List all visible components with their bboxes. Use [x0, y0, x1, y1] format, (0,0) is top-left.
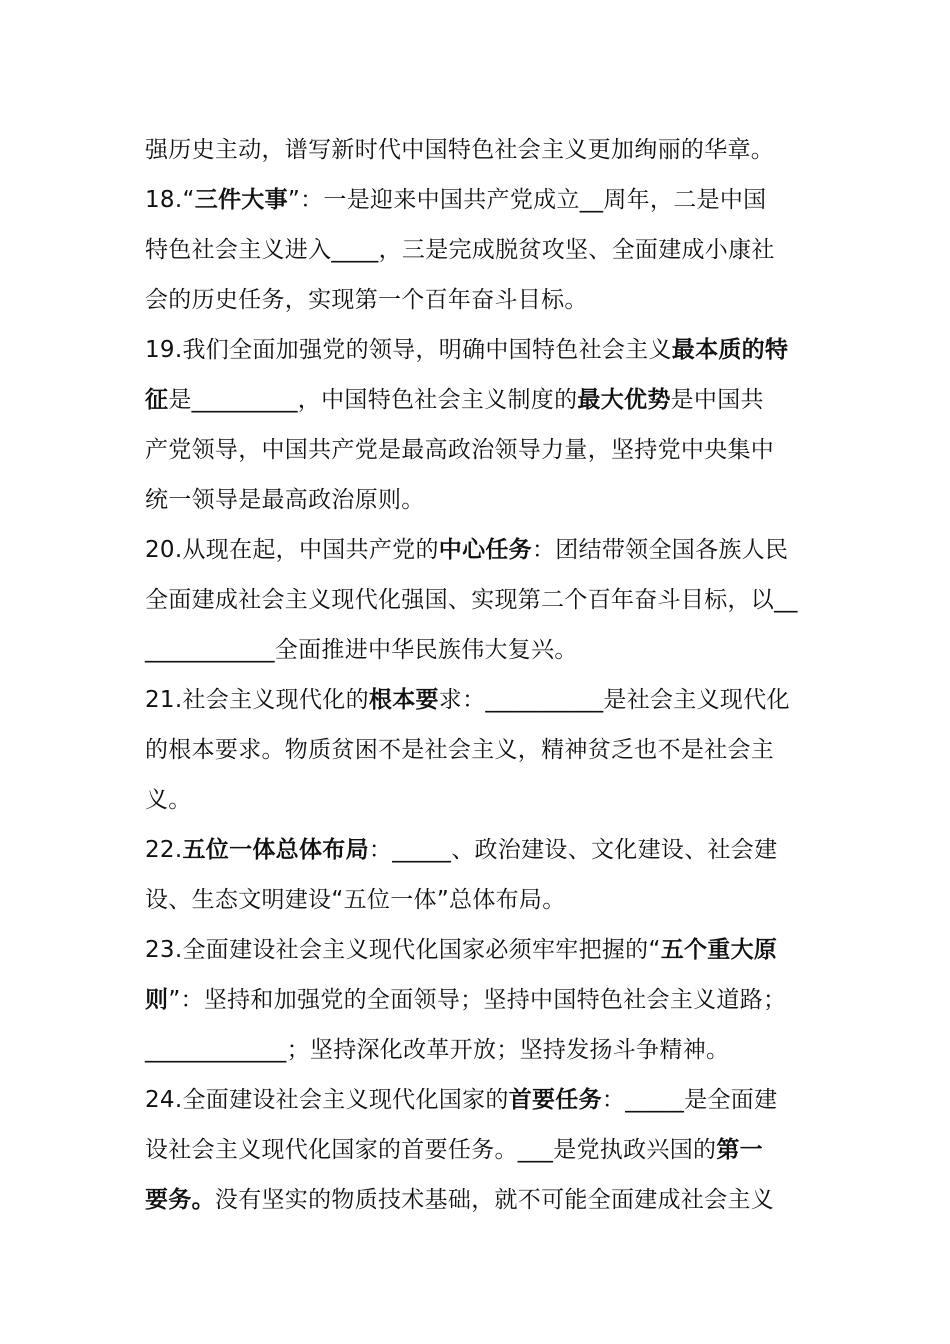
text-run: 统一领导是最高政治原则。 [145, 487, 425, 513]
text-line [145, 325, 815, 375]
text-run: 是中国共 [670, 387, 764, 413]
bold-term: 中心任务 [438, 537, 532, 563]
text-run: 18.“ [145, 187, 195, 213]
text-run: 强历史主动，谱写新时代中国特色社会主义更加绚丽的华章。 [145, 137, 775, 163]
text-line [145, 975, 815, 1025]
text-run: 20.从现在起，中国共产党的 [145, 537, 439, 563]
text-run: 设社会主义现代化国家的首要任务。___是党执政兴国的 [145, 1137, 717, 1163]
text-run: 19.我们全面加强党的领导，明确中国特色社会主义 [145, 337, 672, 363]
text-run: 22. [145, 837, 183, 863]
text-line [145, 1125, 815, 1175]
text-line [145, 525, 815, 575]
text-line [145, 725, 815, 775]
text-line [145, 225, 815, 275]
text-line [145, 1075, 815, 1125]
bold-term: 五个重大原 [660, 937, 778, 963]
text-run: 设、生态文明建设“五位一体”总体布局。 [145, 887, 566, 913]
bold-term: 根本要 [368, 687, 439, 713]
text-line [145, 1175, 815, 1225]
bold-term: 三件大事 [194, 187, 288, 213]
text-run: ：_____是全面建 [601, 1087, 778, 1113]
text-run: 是_________，中国特色社会主义制度的 [168, 387, 578, 413]
text-line [145, 125, 815, 175]
text-run: 没有坚实的物质技术基础，就不可能全面建成社会主义 [214, 1187, 775, 1213]
bold-term: 第一 [716, 1137, 763, 1163]
text-line [145, 625, 815, 675]
text-line [145, 475, 815, 525]
text-run: 的根本要求。物质贫困不是社会主义，精神贫乏也不是社会主 [145, 737, 775, 763]
text-run: ”：坚持和加强党的全面领导；坚持中国特色社会主义道路； [168, 987, 787, 1013]
text-line [145, 675, 815, 725]
text-run: 义。 [145, 787, 192, 813]
text-line [145, 925, 815, 975]
text-line [145, 425, 815, 475]
bold-term: 征 [145, 387, 169, 413]
text-run: ___________全面推进中华民族伟大复兴。 [145, 637, 578, 663]
text-run: 特色社会主义进入____，三是完成脱贫攻坚、全面建成小康社 [145, 237, 775, 263]
text-run: ____________；坚持深化改革开放；坚持发扬斗争精神。 [145, 1037, 730, 1063]
bold-term: 首要任务 [508, 1087, 602, 1113]
text-run: ：_____、政治建设、文化建设、社会建 [368, 837, 778, 863]
text-run: 会的历史任务，实现第一个百年奋斗目标。 [145, 287, 588, 313]
text-run: ”：一是迎来中国共产党成立__周年，二是中国 [287, 187, 767, 213]
text-run: 24.全面建设社会主义现代化国家的 [145, 1087, 509, 1113]
text-line [145, 175, 815, 225]
bold-term: 最本质的特 [671, 337, 789, 363]
text-line [145, 775, 815, 825]
text-run: ：团结带领全国各族人民 [531, 537, 789, 563]
text-run: 全面建成社会主义现代化强国、实现第二个百年奋斗目标，以__ [145, 587, 798, 613]
bold-term: 五位一体总体布局 [182, 837, 369, 863]
bold-term: 要务。 [145, 1187, 215, 1213]
text-line [145, 875, 815, 925]
document-page [145, 125, 815, 1225]
text-line [145, 575, 815, 625]
text-line [145, 825, 815, 875]
text-run: 求：__________是社会主义现代化 [438, 687, 790, 713]
text-run: 产党领导，中国共产党是最高政治领导力量，坚持党中央集中 [145, 437, 775, 463]
text-line [145, 375, 815, 425]
bold-term: 最大优势 [577, 387, 671, 413]
text-run: 21.社会主义现代化的 [145, 687, 369, 713]
text-run: 23.全面建设社会主义现代化国家必须牢牢把握的“ [145, 937, 661, 963]
text-line [145, 1025, 815, 1075]
text-line [145, 275, 815, 325]
bold-term: 则 [145, 987, 169, 1013]
